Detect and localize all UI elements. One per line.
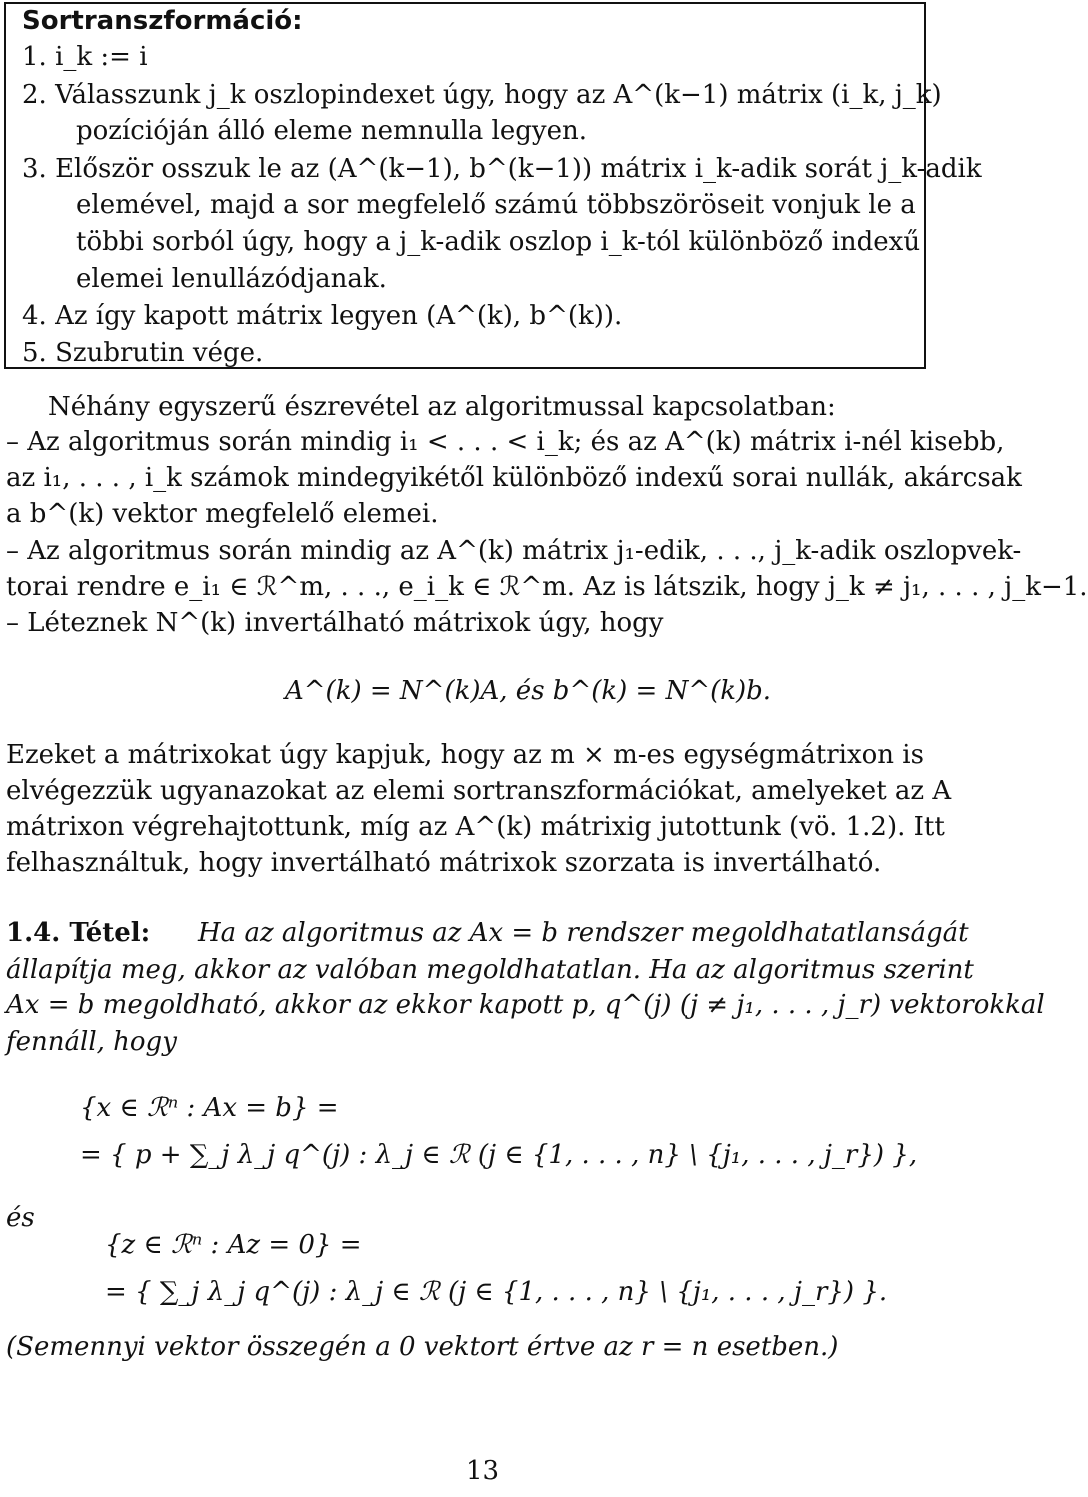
equation-1b: = { p + ∑_j λ_j q^(j) : λ_j ∈ ℛ (j ∈ {1, . . . , n} \ {j₁, . . . , j_r}) },: [80, 1140, 918, 1170]
paragraph-line-4: felhasználtuk, hogy invertálható mátrixok szorzata is invertálható.: [6, 848, 882, 878]
box-line-3d: elemei lenullázódjanak.: [76, 264, 387, 294]
equation-2b: = { ∑_j λ_j q^(j) : λ_j ∈ ℛ (j ∈ {1, . . . , n} \ {j₁, . . . , j_r}) }.: [105, 1277, 888, 1307]
page-number: 13: [466, 1456, 500, 1486]
theorem-line-3: Ax = b megoldható, akkor az ekkor kapott p, q^(j) (j ≠ j₁, . . . , j_r) vektorokkal: [6, 990, 1045, 1020]
remark-line-6: – Léteznek N^(k) invertálható mátrixok úgy, hogy: [6, 608, 664, 638]
box-line-3c: többi sorból úgy, hogy a j_k-adik oszlop i_k-tól különböző indexű: [76, 227, 921, 257]
theorem-line-4: fennáll, hogy: [6, 1027, 177, 1057]
box-line-4: 4. Az így kapott mátrix legyen (A^(k), b^(k)).: [22, 301, 623, 331]
paragraph-line-3: mátrixon végrehajtottunk, míg az A^(k) mátrixig jutottunk (vö. 1.2). Itt: [6, 812, 945, 842]
box-line-3b: elemével, majd a sor megfelelő számú többszöröseit vonjuk le a: [76, 190, 916, 220]
box-title: Sortranszformáció:: [22, 6, 303, 36]
equation-2a: {z ∈ ℛⁿ : Az = 0} =: [105, 1230, 362, 1260]
box-line-5: 5. Szubrutin vége.: [22, 338, 264, 368]
remark-line-5: torai rendre e_i₁ ∈ ℛ^m, . . ., e_i_k ∈ ℛ^m. Az is látszik, hogy j_k ≠ j₁, . . . , j_k−1.: [6, 572, 1088, 602]
paragraph-line-1: Ezeket a mátrixokat úgy kapjuk, hogy az m × m-es egységmátrixon is: [6, 740, 924, 770]
box-line-2b: pozícióján álló eleme nemnulla legyen.: [76, 116, 587, 146]
remark-line-1: – Az algoritmus során mindig i₁ < . . . < i_k; és az A^(k) mátrix i-nél kisebb,: [6, 427, 1005, 457]
theorem-note: (Semennyi vektor összegén a 0 vektort értve az r = n esetben.): [6, 1332, 839, 1362]
theorem-label: 1.4. Tétel:: [6, 918, 151, 948]
theorem-line-2: állapítja meg, akkor az valóban megoldhatatlan. Ha az algoritmus szerint: [6, 955, 974, 985]
equation-1a: {x ∈ ℛⁿ : Ax = b} =: [80, 1093, 339, 1123]
paragraph-line-2: elvégezzük ugyanazokat az elemi sortranszformációkat, amelyeket az A: [6, 776, 952, 806]
remarks-intro: Néhány egyszerű észrevétel az algoritmussal kapcsolatban:: [48, 392, 836, 422]
box-line-1: 1. i_k := i: [22, 42, 148, 72]
remark-line-3: a b^(k) vektor megfelelő elemei.: [6, 499, 439, 529]
remark-line-4: – Az algoritmus során mindig az A^(k) mátrix j₁-edik, . . ., j_k-adik oszlopvek-: [6, 536, 1022, 566]
box-line-2: 2. Válasszunk j_k oszlopindexet úgy, hogy az A^(k−1) mátrix (i_k, j_k): [22, 80, 942, 110]
remark-line-2: az i₁, . . . , i_k számok mindegyikétől különböző indexű sorai nullák, akárcsak: [6, 463, 1022, 493]
theorem-line-1: Ha az algoritmus az Ax = b rendszer megoldhatatlanságát: [198, 918, 969, 948]
es-label: és: [6, 1203, 35, 1233]
box-line-3: 3. Először osszuk le az (A^(k−1), b^(k−1)) mátrix i_k-adik sorát j_k-adik: [22, 154, 982, 184]
remark-equation: A^(k) = N^(k)A, és b^(k) = N^(k)b.: [285, 676, 772, 706]
